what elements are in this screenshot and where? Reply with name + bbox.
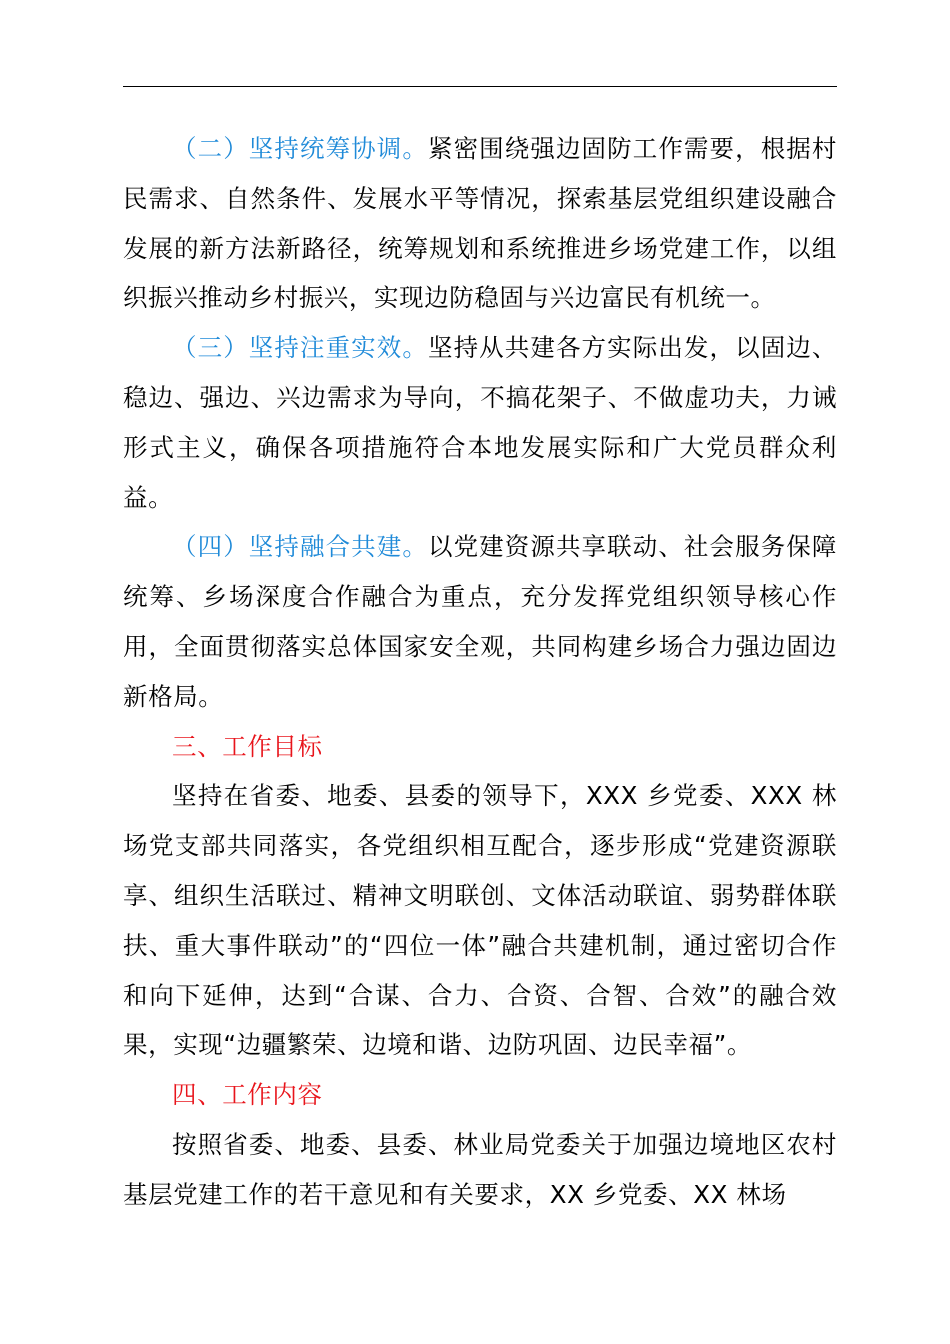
document-body [123,124,837,1220]
subheading-effectiveness: （三）坚持注重实效。 [172,333,428,363]
paragraph-effectiveness [123,323,837,522]
section-title-work-content: 四、工作内容 [172,1080,323,1110]
paragraph-effectiveness-text: 坚持从共建各方实际出发，以固边、稳边、强边、兴边需求为导向，不搞花架子、不做虚功夫，力诫形式主义，确保各项措施符合本地发展实际和广大党员群众利益。 [123,333,838,512]
paragraph-coordination-text: 紧密围绕强边固防工作需要，根据村民需求、自然条件、发展水平等情况，探索基层党组织建设融合发展的新方法新路径，统筹规划和系统推进乡场党建工作，以组织振兴推动乡村振兴，实现边防稳固与兴边富民有机统一。 [123,134,838,313]
subheading-coordination: （二）坚持统筹协调。 [172,134,428,163]
header-rule [123,86,837,87]
section-title-work-goals: 三、工作目标 [172,731,323,761]
paragraph-work-content: 按照省委、地委、县委、林业局党委关于加强边境地区农村基层党建工作的若干意见和有关要求，XX 乡党委、XX 林场 [123,1129,837,1209]
paragraph-coordination [123,124,837,323]
paragraph-integration-text: 以党建资源共享联动、社会服务保障统筹、乡场深度合作融合为重点，充分发挥党组织领导核心作用，全面贯彻落实总体国家安全观，共同构建乡场合力强边固边新格局。 [123,532,838,711]
paragraph-integration [123,522,837,721]
subheading-integration: （四）坚持融合共建。 [172,532,428,562]
paragraph-work-goals: 坚持在省委、地委、县委的领导下，XXX 乡党委、XXX 林场党支部共同落实，各党组织相互配合，逐步形成“党建资源联享、组织生活联过、精神文明联创、文体活动联谊、弱势群体联扶、重大事件联动”的“四位一体”融合共建机制，通过密切合作和向下延伸，达到“合谋、合力、合资、合智、合效”的融合效果，实现“边疆繁荣、边境和谐、边防巩固、边民幸福”。 [123,781,837,1060]
